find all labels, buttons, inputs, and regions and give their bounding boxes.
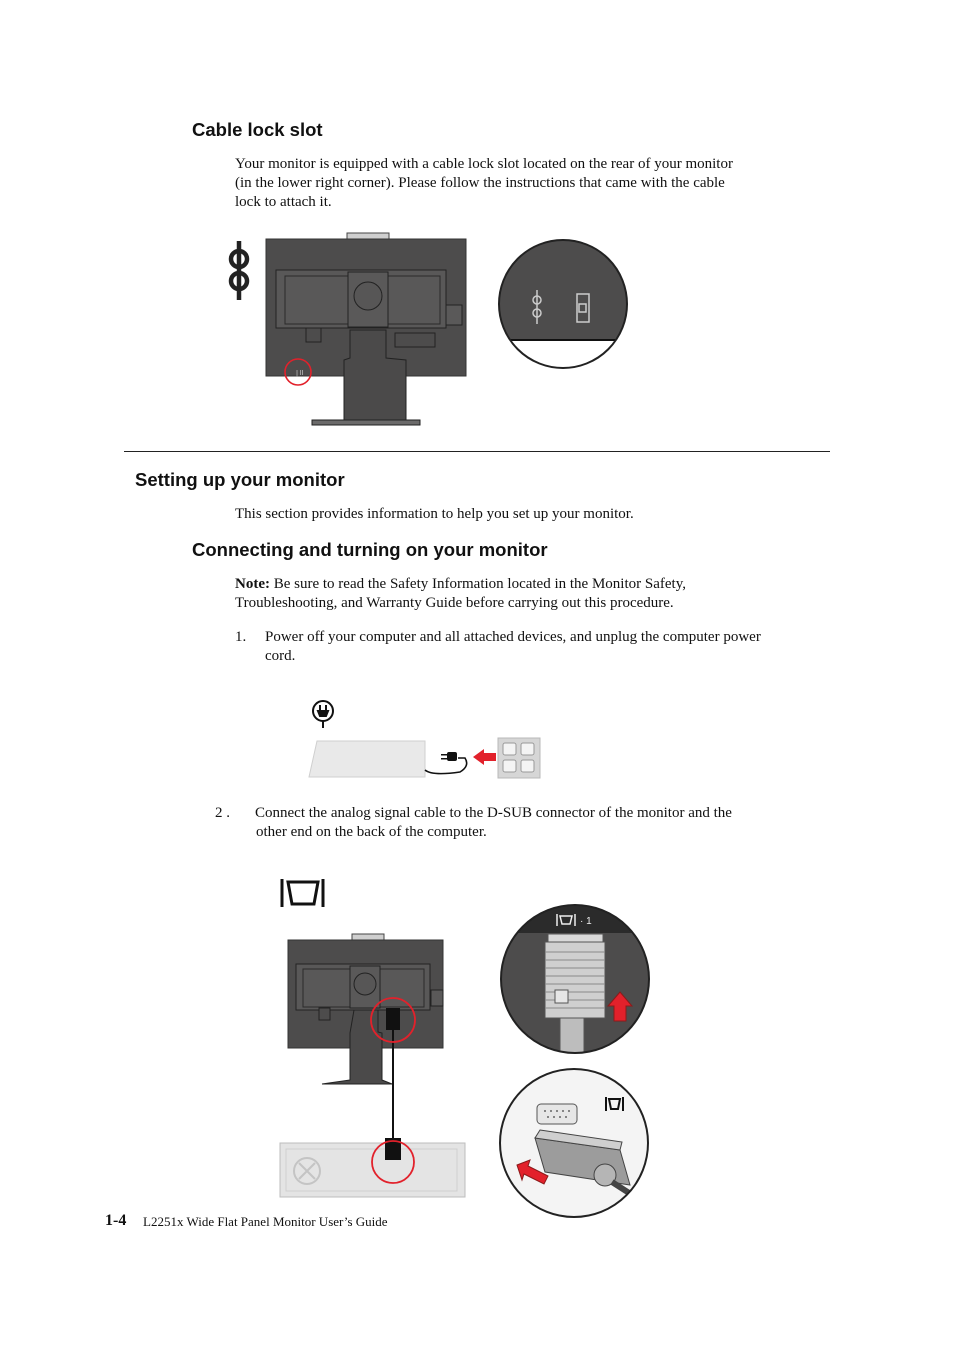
computer-back-image <box>280 1143 465 1197</box>
heading-connecting: Connecting and turning on your monitor <box>192 539 548 560</box>
step2-number: 2 . <box>215 805 230 821</box>
note-text-line2: Troubleshooting, and Warranty Guide before carrying out this procedure. <box>235 595 674 611</box>
guide-title: L2251x Wide Flat Panel Monitor User’s Guide <box>143 1214 388 1229</box>
step2-line: Connect the analog signal cable to the D-SUB connector of the monitor and the <box>255 805 732 821</box>
paragraph-line: Your monitor is equipped with a cable lock slot located on the rear of your monitor <box>235 156 733 172</box>
vga-connector-icon <box>282 879 323 907</box>
setting-up-paragraph: This section provides information to help you set up your monitor. <box>235 506 634 522</box>
page-number: 1-4 <box>105 1212 127 1229</box>
step1-line: cord. <box>265 648 296 664</box>
step2-line: other end on the back of the computer. <box>256 824 487 840</box>
vga-port-label: · 1 <box>580 916 592 927</box>
paragraph-line: (in the lower right corner). Please follow the instructions that came with the cable <box>235 175 725 191</box>
svg-text:| ll: | ll <box>296 370 304 377</box>
note-label: Note: <box>235 576 270 592</box>
computer-port-zoom <box>500 1069 648 1217</box>
monitor-port-zoom <box>495 900 655 1058</box>
heading-cable-lock-slot: Cable lock slot <box>192 119 323 140</box>
step1-line: Power off your computer and all attached devices, and unplug the computer power <box>265 629 761 645</box>
step1-number: 1. <box>235 629 247 645</box>
monitor-rear-image <box>288 934 443 1084</box>
heading-setting-up: Setting up your monitor <box>135 469 345 490</box>
note-text: Be sure to read the Safety Information located in the Monitor Safety, <box>269 576 686 592</box>
paragraph-line: lock to attach it. <box>235 194 332 210</box>
